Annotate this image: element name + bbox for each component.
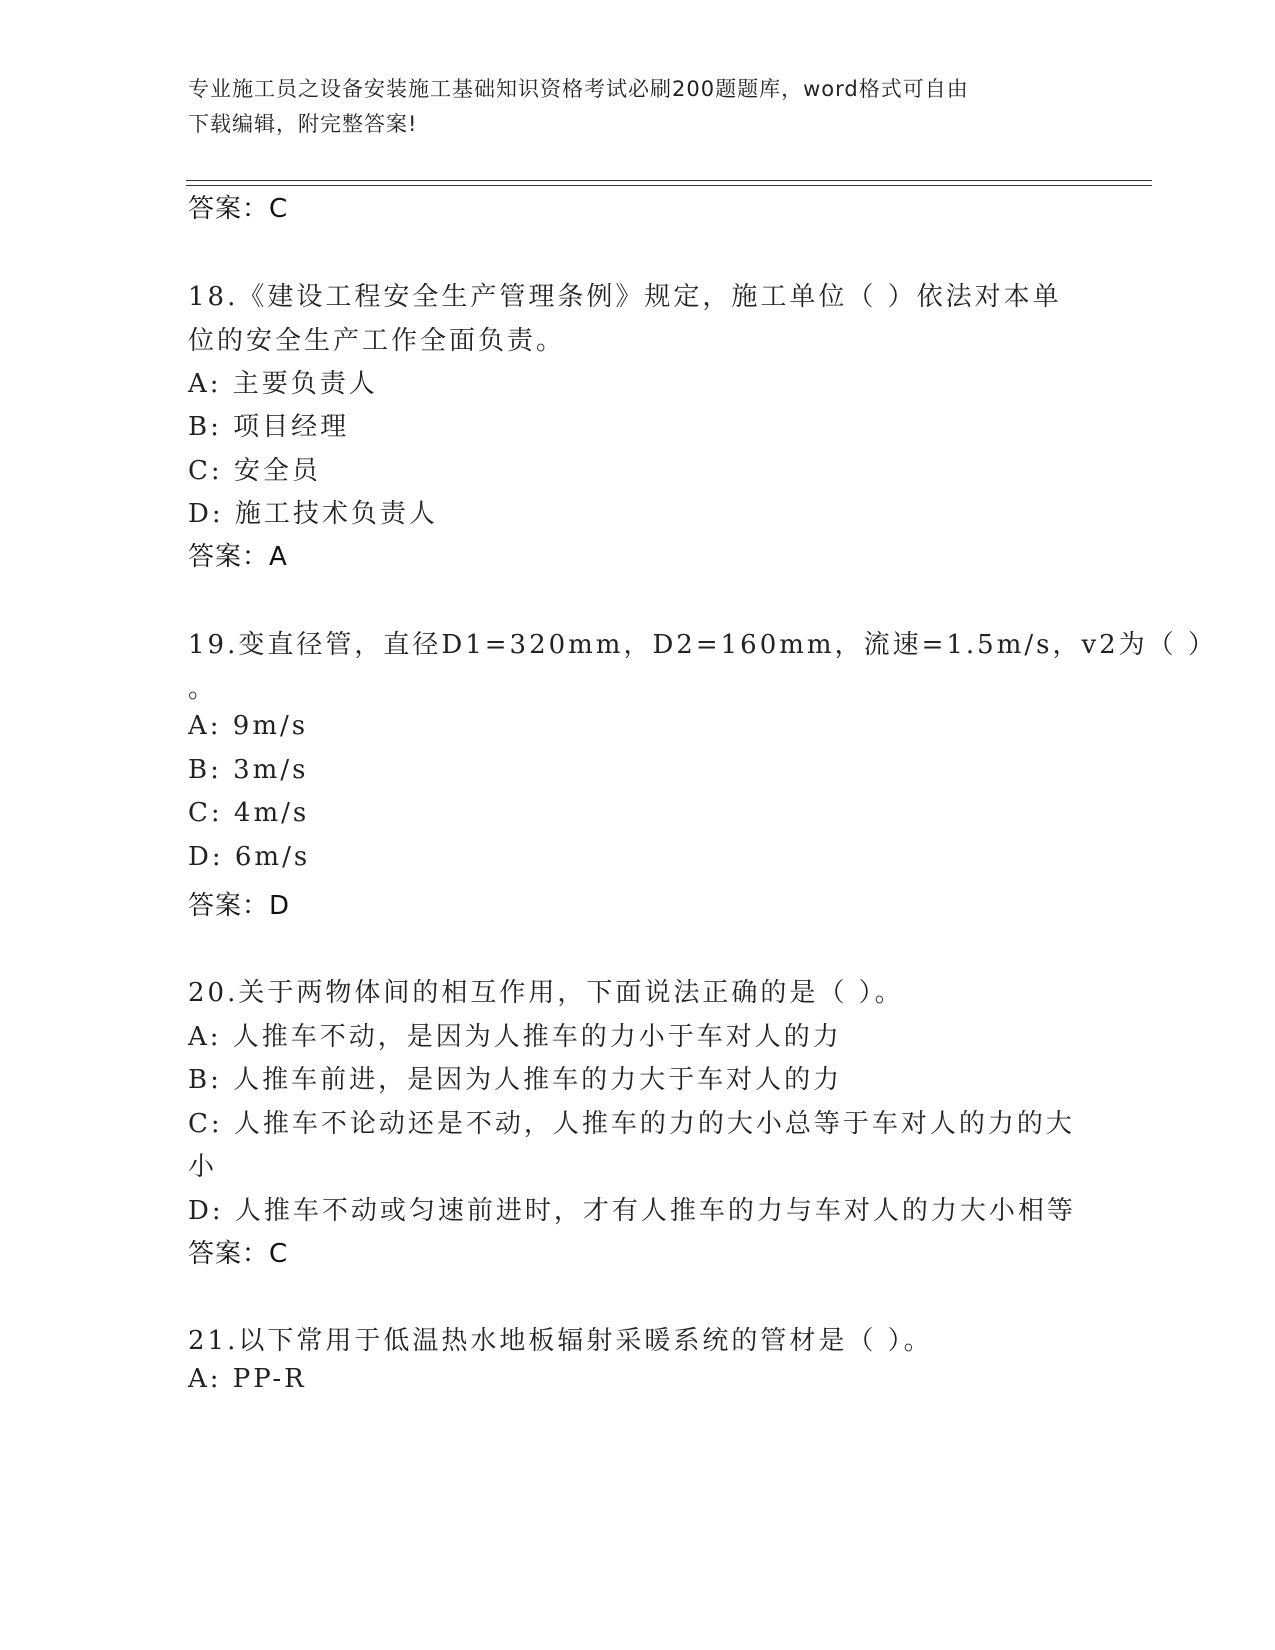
question-19-option-a: A: 9m/s <box>188 711 309 741</box>
question-20-option-a: A: 人推车不动，是因为人推车的力小于车对人的力 <box>188 1022 842 1052</box>
header-divider-thick <box>186 185 1152 186</box>
question-20-option-d: D: 人推车不动或匀速前进时，才有人推车的力与车对人的力大小相等 <box>188 1196 1076 1226</box>
question-20-text-line-1: 20.关于两物体间的相互作用，下面说法正确的是（ ）。 <box>188 978 904 1008</box>
question-19-text-line-2: 。 <box>188 674 218 704</box>
question-19-option-d: D: 6m/s <box>188 842 311 872</box>
question-18-text-line-2: 位的安全生产工作全面负责。 <box>188 326 566 356</box>
question-20-option-c-line-2: 小 <box>188 1152 218 1182</box>
answer-17: 答案：C <box>188 194 289 224</box>
header-line-2: 下载编辑，附完整答案! <box>188 112 418 136</box>
question-20-option-b: B: 人推车前进，是因为人推车的力大于车对人的力 <box>188 1065 843 1095</box>
question-19-option-b: B: 3m/s <box>188 755 309 785</box>
question-21-option-a: A: PP-R <box>188 1364 307 1394</box>
question-18-option-a: A: 主要负责人 <box>188 369 378 399</box>
question-19-option-c: C: 4m/s <box>188 798 310 828</box>
answer-20: 答案：C <box>188 1239 289 1269</box>
answer-19: 答案：D <box>188 891 291 921</box>
question-18-option-d: D: 施工技术负责人 <box>188 499 438 529</box>
question-18-option-b: B: 项目经理 <box>188 412 350 442</box>
header-divider-thin <box>186 180 1152 181</box>
document-header <box>188 72 1068 142</box>
question-18-text-line-1: 18.《建设工程安全生产管理条例》规定，施工单位（ ）依法对本单 <box>188 282 1062 312</box>
question-21-text-line-1: 21.以下常用于低温热水地板辐射采暖系统的管材是（ ）。 <box>188 1326 933 1356</box>
question-19-text-line-1: 19.变直径管，直径D1=320mm，D2=160mm，流速=1.5m/s，v2为（ ） <box>188 630 1217 660</box>
question-20-option-c-line-1: C: 人推车不论动还是不动，人推车的力的大小总等于车对人的力的大 <box>188 1109 1075 1139</box>
answer-18: 答案：A <box>188 542 288 572</box>
header-line-1: 专业施工员之设备安装施工基础知识资格考试必刷200题题库，word格式可自由 <box>188 77 969 101</box>
question-18-option-c: C: 安全员 <box>188 456 321 486</box>
